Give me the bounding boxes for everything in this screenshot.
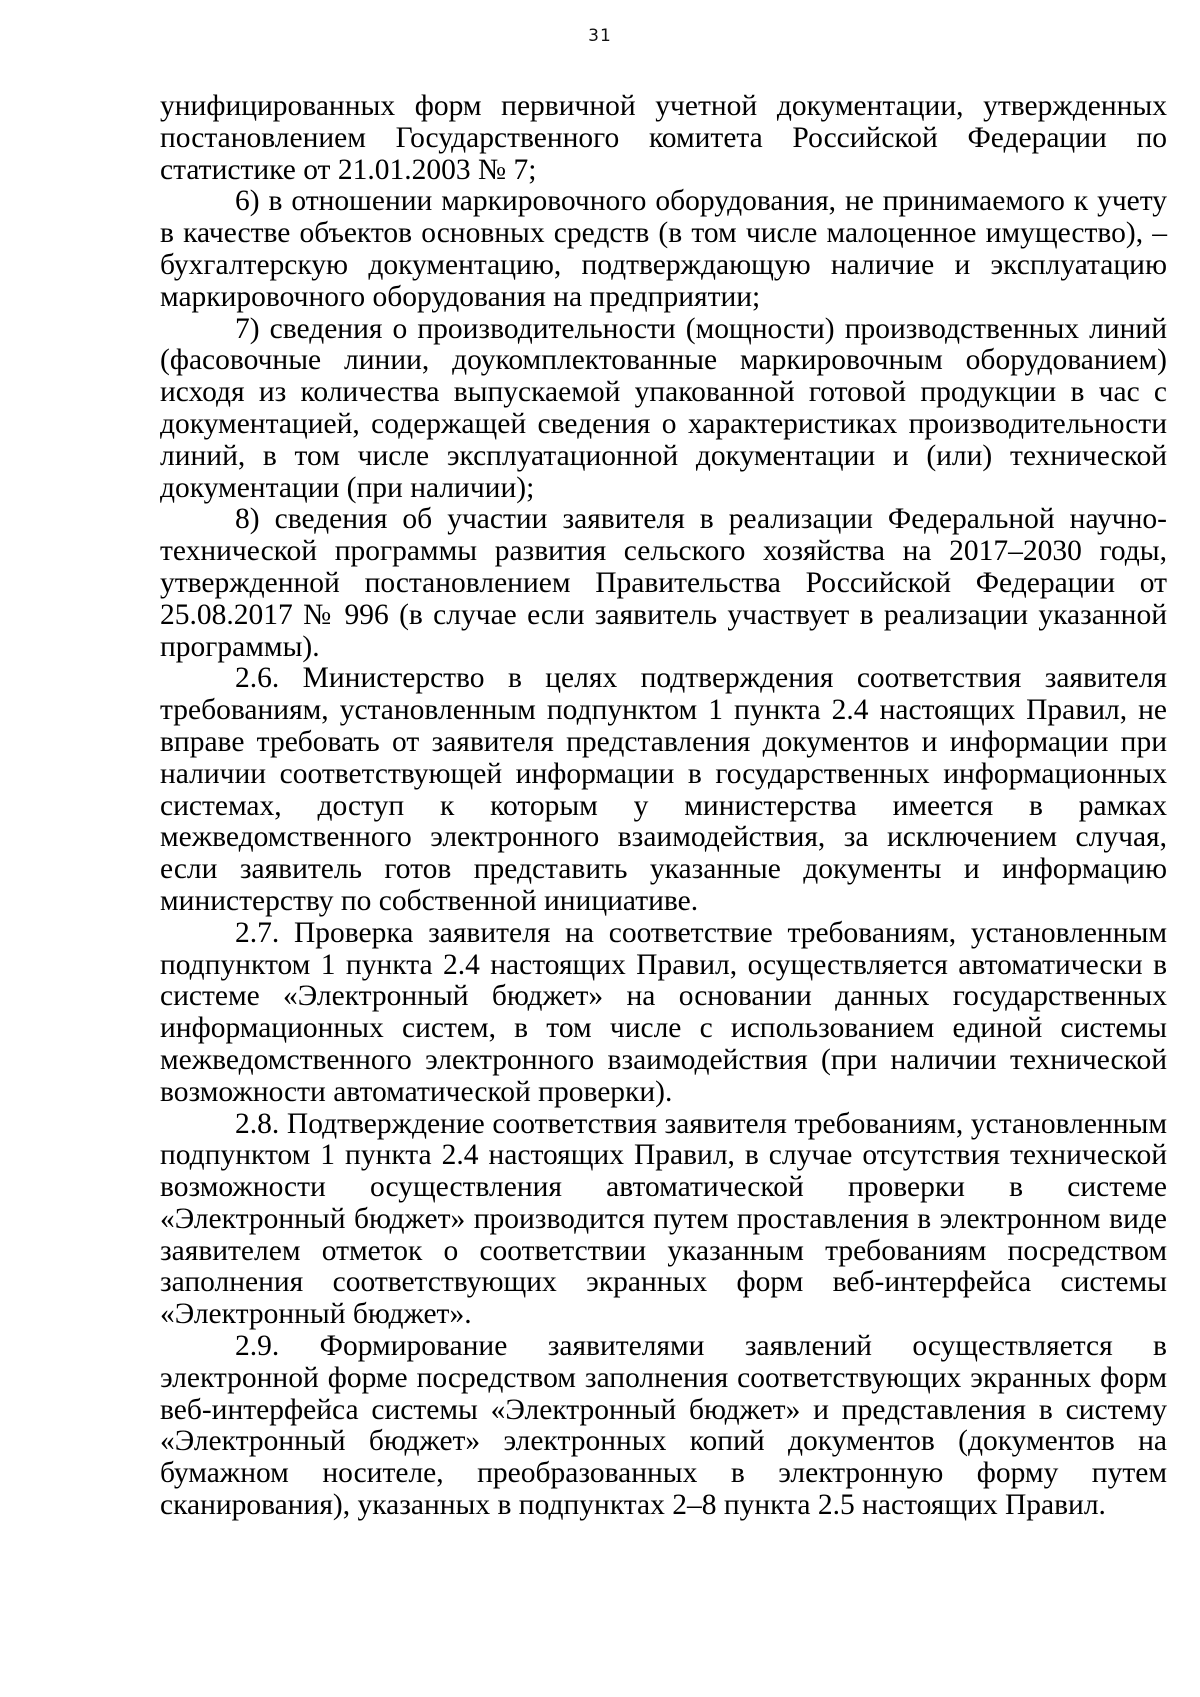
paragraph-item-7: 7) сведения о производительности (мощности) производственных линий (фасовочные линии, доукомплектованные маркировочным оборудованием) исходя из количества выпускаемой упакованной готовой продукции в час с документацией, содержащей сведения о характеристиках производительности линий, в том числе эксплуатационной документации и (или) технической документации (при наличии); bbox=[160, 312, 1167, 504]
page-number: 31 bbox=[588, 26, 612, 46]
paragraph-2-9: 2.9. Формирование заявителями заявлений осуществляется в электронной форме посредством заполнения соответствующих экранных форм веб-интерфейса системы «Электронный бюджет» и представления в систему «Электронный бюджет» электронных копий документов (документов на бумажном носителе, преобразованных в электронную форму путем сканирования), указанных в подпунктах 2–8 пункта 2.5 настоящих Правил. bbox=[160, 1330, 1167, 1522]
paragraph-item-8: 8) сведения об участии заявителя в реализации Федеральной научно-технической программы развития сельского хозяйства на 2017–2030 годы, утвержденной постановлением Правительства Российской Федерации от 25.08.2017 № 996 (в случае если заявитель участвует в реализации указанной программы). bbox=[160, 503, 1167, 663]
paragraph-continuation: унифицированных форм первичной учетной документации, утвержденных постановлением Государственного комитета Российской Федерации по статистике от 21.01.2003 № 7; bbox=[160, 90, 1167, 186]
paragraph-2-8: 2.8. Подтверждение соответствия заявителя требованиям, установленным подпунктом 1 пункта 2.4 настоящих Правил, в случае отсутствия технической возможности осуществления автоматической проверки в системе «Электронный бюджет» производится путем проставления в электронном виде заявителем отметок о соответствии указанным требованиям посредством заполнения соответствующих экранных форм веб-интерфейса системы «Электронный бюджет». bbox=[160, 1107, 1167, 1331]
paragraph-item-6: 6) в отношении маркировочного оборудования, не принимаемого к учету в качестве объектов основных средств (в том числе малоценное имущество), – бухгалтерскую документацию, подтверждающую наличие и эксплуатацию маркировочного оборудования на предприятии; bbox=[160, 185, 1167, 313]
document-body bbox=[160, 91, 1167, 1522]
paragraph-2-7: 2.7. Проверка заявителя на соответствие требованиям, установленным подпунктом 1 пункта 2.4 настоящих Правил, осуществляется автоматически в системе «Электронный бюджет» на основании данных государственных информационных систем, в том числе с использованием единой системы межведомственного электронного взаимодействия (при наличии технической возможности автоматической проверки). bbox=[160, 916, 1167, 1108]
paragraph-2-6: 2.6. Министерство в целях подтверждения соответствия заявителя требованиям, установленным подпунктом 1 пункта 2.4 настоящих Правил, не вправе требовать от заявителя представления документов и информации при наличии соответствующей информации в государственных информационных системах, доступ к которым у министерства имеется в рамках межведомственного электронного взаимодействия, за исключением случая, если заявитель готов представить указанные документы и информацию министерству по собственной инициативе. bbox=[160, 662, 1167, 917]
